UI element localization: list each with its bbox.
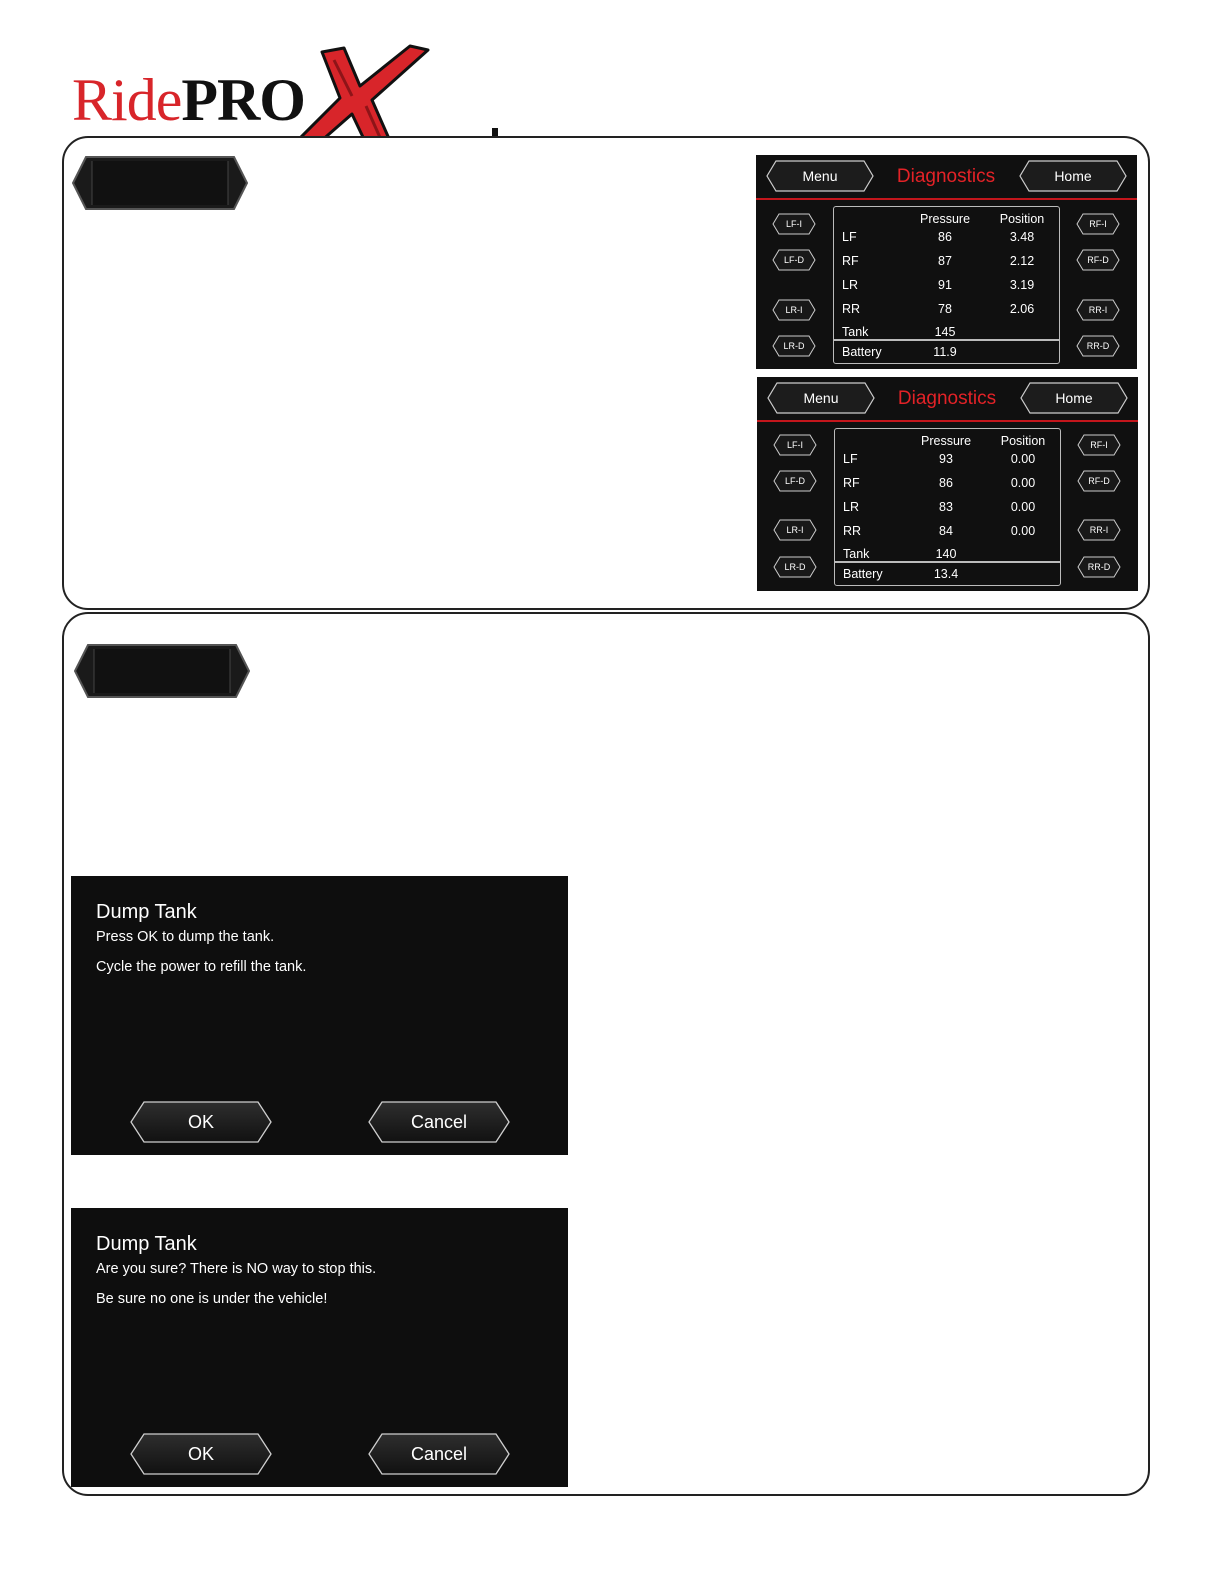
menu-button[interactable] [766, 160, 874, 192]
rf-increase-button[interactable] [1077, 434, 1121, 456]
cancel-button-label: Cancel [410, 1443, 468, 1464]
dump-tank-confirm-dialog [71, 1208, 568, 1487]
row-label: LF [843, 452, 858, 466]
lf-decrease-button[interactable] [772, 249, 816, 271]
lf-increase-label: LF-I [785, 219, 802, 229]
rf-decrease-button[interactable] [1077, 470, 1121, 492]
rf-decrease-button[interactable] [1076, 249, 1120, 271]
pressure-header: Pressure [921, 434, 972, 448]
tank-value: 140 [935, 547, 957, 561]
row-label: RR [843, 524, 862, 538]
row-label: RF [843, 476, 860, 490]
cancel-button[interactable] [368, 1101, 510, 1143]
menu-button-label: Menu [803, 390, 839, 406]
section-header-badge [74, 644, 250, 698]
diagnostics-screen [756, 155, 1137, 369]
position-value: 2.12 [1009, 254, 1035, 268]
tank-label: Tank [842, 325, 869, 339]
rr-increase-button[interactable] [1076, 299, 1120, 321]
battery-divider [834, 339, 1059, 341]
menu-button-label: Menu [802, 168, 838, 184]
pressure-value: 84 [939, 524, 953, 538]
header-divider [757, 420, 1138, 422]
cancel-button[interactable] [368, 1433, 510, 1475]
pressure-value: 91 [938, 278, 952, 292]
home-button-label: Home [1054, 168, 1092, 184]
pressure-value: 93 [939, 452, 953, 466]
battery-value: 11.9 [933, 345, 957, 359]
rr-decrease-button[interactable] [1077, 556, 1121, 578]
rr-decrease-button[interactable] [1076, 335, 1120, 357]
row-label: LR [842, 278, 858, 292]
rf-decrease-label: RF-D [1087, 255, 1109, 265]
section-header-badge [72, 156, 248, 210]
ok-button-label: OK [187, 1443, 214, 1464]
pressure-value: 83 [939, 500, 953, 514]
position-header: Position [1000, 434, 1046, 448]
position-value: 0.00 [1010, 500, 1036, 514]
position-value: 3.19 [1009, 278, 1035, 292]
ok-button-label: OK [187, 1111, 214, 1132]
battery-label: Battery [843, 567, 883, 581]
ok-button[interactable] [130, 1101, 272, 1143]
lf-decrease-button[interactable] [773, 470, 817, 492]
dialog-message: Are you sure? There is NO way to stop this. [96, 1261, 377, 1277]
lf-increase-button[interactable] [772, 213, 816, 235]
rr-increase-button[interactable] [1077, 519, 1121, 541]
logo-wordmark [72, 67, 305, 133]
pressure-value: 78 [938, 302, 952, 316]
position-value: 2.06 [1009, 302, 1035, 316]
lf-increase-label: LF-I [786, 440, 803, 450]
diagnostics-screen [757, 377, 1138, 591]
menu-button[interactable] [767, 382, 875, 414]
lf-increase-button[interactable] [773, 434, 817, 456]
readings-table [834, 428, 1061, 586]
dialog-message: Be sure no one is under the vehicle! [96, 1291, 328, 1307]
lr-increase-label: LR-I [785, 305, 803, 315]
battery-value: 13.4 [933, 567, 959, 581]
position-value: 0.00 [1010, 524, 1036, 538]
lf-decrease-label: LF-D [785, 476, 805, 486]
position-value: 0.00 [1010, 476, 1036, 490]
pressure-value: 87 [938, 254, 952, 268]
diagnostics-title: Diagnostics [897, 388, 997, 409]
lr-decrease-button[interactable] [773, 556, 817, 578]
dialog-message: Cycle the power to refill the tank. [96, 959, 307, 975]
row-label: RF [842, 254, 859, 268]
row-label: LF [842, 230, 857, 244]
cancel-button-label: Cancel [410, 1111, 468, 1132]
header-divider [756, 198, 1137, 200]
rr-decrease-label: RR-D [1087, 562, 1111, 572]
dump-tank-dialog [71, 876, 568, 1155]
pressure-header: Pressure [920, 212, 971, 226]
dialog-title: Dump Tank [96, 901, 197, 923]
battery-label: Battery [842, 345, 882, 359]
lf-decrease-label: LF-D [784, 255, 804, 265]
lr-increase-label: LR-I [786, 525, 804, 535]
rr-increase-label: RR-I [1089, 525, 1109, 535]
lr-increase-button[interactable] [772, 299, 816, 321]
home-button-label: Home [1055, 390, 1093, 406]
battery-divider [835, 561, 1060, 563]
ok-button[interactable] [130, 1433, 272, 1475]
position-header: Position [999, 212, 1045, 226]
diagnostics-title: Diagnostics [896, 166, 996, 187]
logo-pro-text: PRO [181, 67, 305, 133]
lr-decrease-button[interactable] [772, 335, 816, 357]
row-label: RR [842, 302, 861, 316]
rr-decrease-label: RR-D [1086, 341, 1110, 351]
home-button[interactable] [1020, 382, 1128, 414]
rr-increase-label: RR-I [1088, 305, 1108, 315]
position-value: 3.48 [1009, 230, 1035, 244]
pressure-value: 86 [938, 230, 952, 244]
rf-increase-button[interactable] [1076, 213, 1120, 235]
lr-increase-button[interactable] [773, 519, 817, 541]
rf-decrease-label: RF-D [1088, 476, 1110, 486]
home-button[interactable] [1019, 160, 1127, 192]
rf-increase-label: RF-I [1090, 440, 1108, 450]
tank-label: Tank [843, 547, 870, 561]
lr-decrease-label: LR-D [784, 562, 806, 572]
dialog-title: Dump Tank [96, 1233, 197, 1255]
pressure-value: 86 [939, 476, 953, 490]
position-value: 0.00 [1010, 452, 1036, 466]
row-label: LR [843, 500, 859, 514]
dialog-message: Press OK to dump the tank. [96, 929, 275, 945]
readings-table [833, 206, 1060, 364]
rf-increase-label: RF-I [1089, 219, 1107, 229]
tank-value: 145 [934, 325, 956, 339]
lr-decrease-label: LR-D [783, 341, 805, 351]
logo-ride-text: Ride [72, 67, 182, 133]
